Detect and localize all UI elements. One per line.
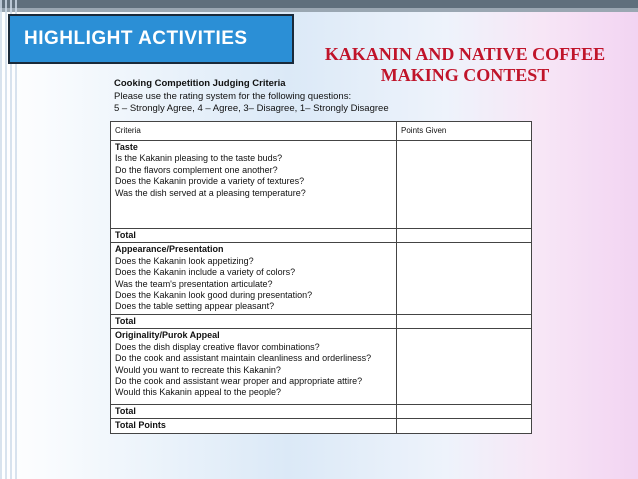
points-header: Points Given [397,122,532,141]
side-decoration [0,0,18,479]
question: Would this Kakanin appeal to the people? [115,387,281,398]
top-strip [0,0,638,8]
points-cell-appearance[interactable] [397,243,532,314]
grand-total-row [111,419,532,433]
total-label: Total [111,229,397,243]
section-cell [111,141,397,229]
points-cell-taste[interactable] [397,141,532,229]
points-cell-originality[interactable] [397,329,532,404]
question: Does the dish display creative flavor combinations? [115,341,320,352]
total-points-cell[interactable] [397,314,532,328]
table-header-row [111,122,532,141]
question: Do the cook and assistant wear proper and appropriate attire? [115,375,363,386]
total-label-text: Total [115,405,136,416]
question: Was the team's presentation articulate? [115,278,273,289]
section-title: Taste [115,142,138,152]
question: Does the Kakanin include a variety of colors? [115,267,296,278]
section-row-appearance [111,243,532,314]
section-cell [111,243,397,314]
section-title: Appearance/Presentation [115,244,224,255]
total-points-cell[interactable] [397,229,532,243]
question: Do the flavors complement one another? [115,164,278,175]
grand-total-label: Total Points [111,419,397,433]
total-row [111,229,532,243]
title-line-1: KAKANIN AND NATIVE COFFEE [324,44,606,64]
section-title: Originality/Purok Appeal [115,330,220,341]
question: Do the cook and assistant maintain cleanliness and orderliness? [115,353,372,364]
question: Would you want to recreate this Kakanin? [115,364,281,375]
judging-instructions [114,78,389,116]
question: Does the Kakanin look appetizing? [115,255,254,266]
grand-total-cell[interactable] [397,419,532,433]
question: Does the Kakanin provide a variety of textures? [115,176,305,187]
instructions-line-1: Please use the rating system for the following questions: [114,90,352,102]
criteria-header: Criteria [111,122,397,141]
question: Does the table setting appear pleasant? [115,301,275,312]
total-row [111,404,532,418]
total-row [111,314,532,328]
section-cell [111,329,397,404]
question: Does the Kakanin look good during presentation? [115,290,313,301]
highlight-badge: HIGHLIGHT ACTIVITIES [8,14,294,64]
question: Is the Kakanin pleasing to the taste buds? [115,153,283,164]
total-points-cell[interactable] [397,404,532,418]
question: Was the dish served at a pleasing temperature? [115,187,306,198]
total-label: Total [111,314,397,328]
section-row-taste [111,141,532,229]
total-label [111,404,397,418]
instructions-line-2: 5 – Strongly Agree, 4 – Agree, 3– Disagree, 1– Strongly Disagree [114,103,389,114]
section-row-originality [111,329,532,404]
instructions-heading: Cooking Competition Judging Criteria [114,78,286,89]
judging-table [110,121,532,434]
title-line-2: MAKING CONTEST [380,65,550,85]
top-strip-accent [0,8,638,12]
